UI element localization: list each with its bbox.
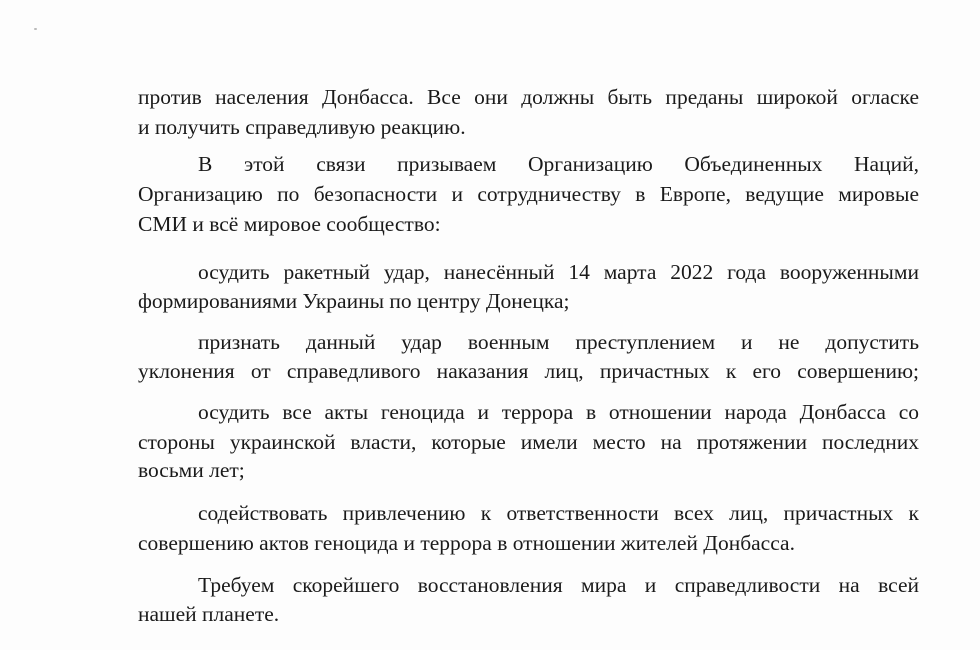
text-line: против населения Донбасса. Все они должны быть преданы широкой огласке xyxy=(138,85,919,109)
text-line: СМИ и всё мировое сообщество: xyxy=(138,212,441,236)
text-line: формированиями Украины по центру Донецка; xyxy=(138,289,570,313)
text-line: Требуем скорейшего восстановления мира и справедливости на всей xyxy=(198,573,919,597)
text-line: нашей планете. xyxy=(138,602,280,626)
text-line: осудить ракетный удар, нанесённый 14 марта 2022 года вооруженными xyxy=(198,260,919,284)
text-line: осудить все акты геноцида и террора в отношении народа Донбасса со xyxy=(198,400,919,424)
text-line: и получить справедливую реакцию. xyxy=(138,115,466,139)
text-line: восьми лет; xyxy=(138,458,245,482)
text-line: стороны украинской власти, которые имели место на протяжении последних xyxy=(138,430,919,454)
scan-speck xyxy=(34,28,37,30)
text-line: Организацию по безопасности и сотрудничеству в Европе, ведущие мировые xyxy=(138,182,919,206)
text-line: содействовать привлечению к ответственности всех лиц, причастных к xyxy=(198,501,919,525)
text-line: признать данный удар военным преступлением и не допустить xyxy=(198,330,919,354)
text-line: уклонения от справедливого наказания лиц, причастных к его совершению; xyxy=(138,359,919,383)
text-line: В этой связи призываем Организацию Объединенных Наций, xyxy=(198,152,919,176)
text-line: совершению актов геноцида и террора в отношении жителей Донбасса. xyxy=(138,531,795,555)
